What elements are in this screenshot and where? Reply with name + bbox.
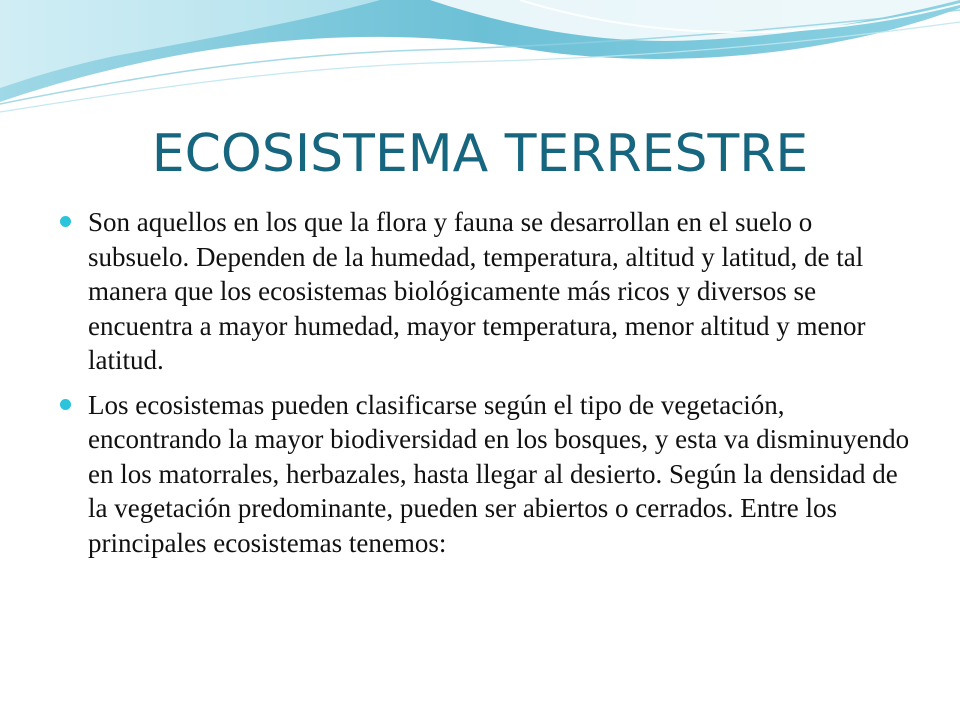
bullet-list — [58, 205, 920, 570]
decorative-wave-header — [0, 0, 960, 120]
bullet-item — [58, 388, 920, 561]
bullet-text: Los ecosistemas pueden clasificarse según el tipo de vegetación, encontrando la mayor biodiversidad en los bosques, y esta va disminuyendo en los matorrales, herbazales, hasta llegar al desierto. Según la densidad de la vegetación predominante, pueden ser abiertos o cerrados. Entre los principales ecosistemas tenemos: — [88, 389, 910, 558]
bullet-dot-icon — [60, 216, 71, 227]
bullet-dot-icon — [60, 399, 71, 410]
bullet-text: Son aquellos en los que la flora y fauna se desarrollan en el suelo o subsuelo. Dependen de la humedad, temperatura, altitud y latitud, de tal manera que los ecosistemas biológicamente más ricos y diversos se encuentra a mayor humedad, mayor temperatura, menor altitud y menor latitud. — [88, 207, 866, 375]
bullet-item — [58, 205, 920, 378]
slide-title: ECOSISTEMA TERRESTRE — [151, 124, 809, 184]
